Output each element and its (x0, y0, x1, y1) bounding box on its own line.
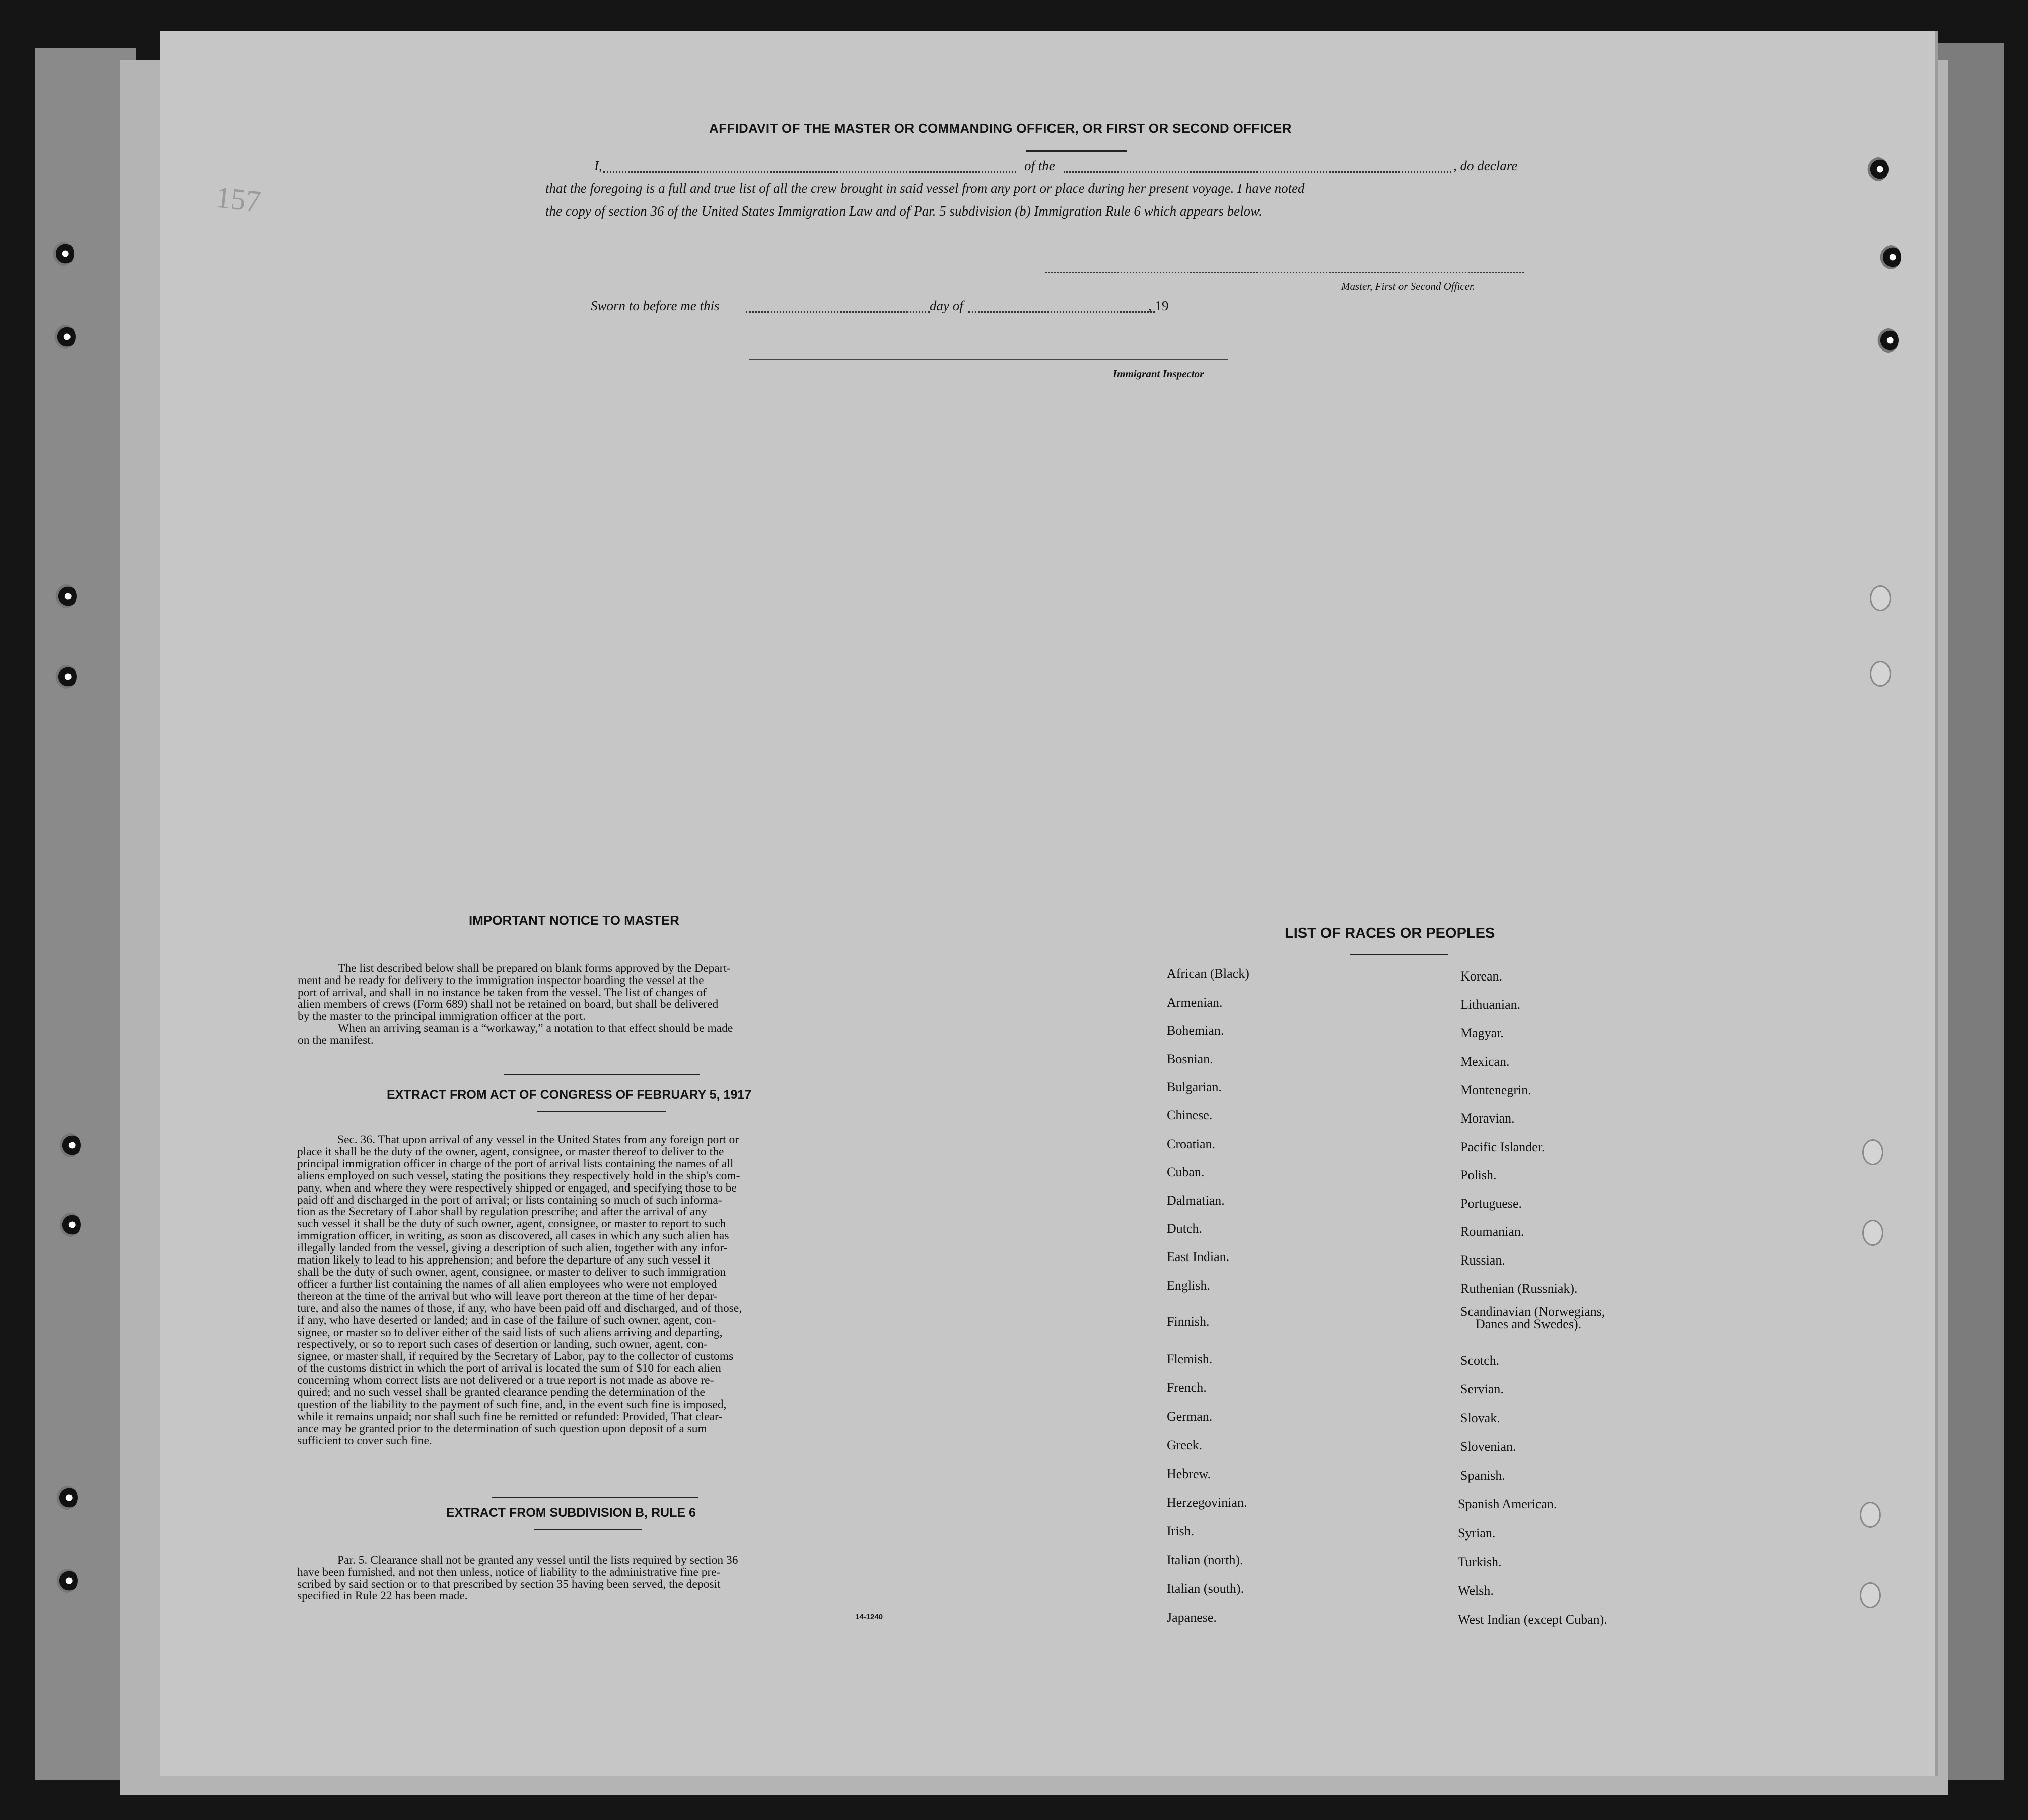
page-number: 157 (214, 180, 263, 219)
extract-rule-body: Par. 5. Clearance shall not be granted any vessel until the lists required by section 36 have been furnished, and not then unless, notice of liability to the administrative fine pre- scribed by said section or to that prescribed by section 35 having been served, the deposit specified in Rule 22 has been made. (297, 1554, 738, 1603)
race-item: Hebrew. (1167, 1466, 1211, 1481)
punch-ring-icon (1870, 661, 1891, 687)
punch-hole-icon (1867, 157, 1889, 181)
race-item: Lithuanian. (1460, 997, 1521, 1012)
sworn-label: Sworn to before me this (591, 298, 720, 313)
race-item: Slovenian. (1460, 1439, 1516, 1454)
race-item: Bulgarian. (1167, 1080, 1222, 1094)
punch-ring-icon (1860, 1582, 1881, 1608)
manifest-page (160, 31, 1938, 1776)
sworn-day-field[interactable] (746, 311, 930, 313)
extract-act-rule (537, 1111, 666, 1112)
race-item: Finnish. (1167, 1314, 1210, 1329)
race-item: Japanese. (1167, 1610, 1217, 1625)
affidavit-line-3: the copy of section 36 of the United States Immigration Law and of Par. 5 subdivision (b) Immigration Rule 6 which appears below. (545, 203, 1262, 219)
race-item: Spanish American. (1458, 1497, 1557, 1511)
race-item: Italian (north). (1167, 1553, 1243, 1567)
affidavit-line-2: that the foregoing is a full and true list of all the crew brought in said vessel from any port or place during her present voyage. I have noted (545, 181, 1305, 196)
form-number: 14-1240 (855, 1613, 883, 1621)
binder-hole-icon (56, 1569, 78, 1593)
race-item: Servian. (1460, 1382, 1504, 1396)
master-caption: Master, First or Second Officer. (1341, 280, 1475, 292)
race-item: Moravian. (1460, 1111, 1515, 1126)
race-item: Welsh. (1458, 1583, 1494, 1598)
affidavit-title: AFFIDAVIT OF THE MASTER OR COMMANDING OFFICER, OR FIRST OR SECOND OFFICER (709, 121, 1292, 136)
year-label: , 19 (1148, 298, 1169, 313)
race-item: Bosnian. (1167, 1052, 1213, 1066)
race-item: Syrian. (1458, 1526, 1496, 1541)
notice-paragraph-1: The list described below shall be prepared on blank forms approved by the Depart- ment and be ready for delivery to the immigration inspector boarding the vessel at the port of arrival, and shall in no instance be taken from the vessel. The list of changes of alien members of crews (Form 689) shall not be retained on board, but shall be delivered by the master to the principal immigration officer at the port. When an arriving seaman is a “workaway,” a notation to that effect should be made on the manifest. (298, 962, 733, 1047)
binder-hole-icon (56, 1486, 78, 1510)
punch-ring-icon (1860, 1502, 1881, 1528)
race-item: Bohemian. (1167, 1023, 1224, 1038)
race-item: Magyar. (1460, 1026, 1504, 1040)
race-item: Mexican. (1460, 1054, 1510, 1069)
affidavit-declare-label: , do declare (1453, 158, 1518, 173)
binder-hole-icon (59, 1133, 81, 1157)
binder-hole-icon (54, 325, 76, 349)
race-item: Danes and Swedes). (1476, 1317, 1582, 1332)
races-title-rule (1350, 954, 1448, 955)
punch-hole-icon (1877, 328, 1899, 353)
race-item: Ruthenian (Russniak). (1460, 1281, 1578, 1296)
extract-act-body: Sec. 36. That upon arrival of any vessel in the United States from any foreign port or place it shall be the duty of the owner, agent, consignee, or master thereof to deliver to the principal immigration officer in charge of the port of arrival lists containing the names of all aliens employed on such vessel, stating the positions they respectively hold in the ship's com- pany, when and where they were respectively shipped or engaged, and specifying those to be paid off and discharged in the port of arrival; or lists containing so much of such informa- tion as the Secretary of Labor shall by regulation prescribe; and after the arrival of any such vessel it shall be the duty of such owner, agent, consignee, or master to report to such immigration officer, in writing, as soon as discovered, all cases in which any such alien has illegally landed from the vessel, giving a description of such alien, together with any infor- mation likely to lead to his apprehension; and before the departure of any such vessel it shall be the duty of such owner, agent, consignee, or master to deliver to such immigration officer a further list containing the names of all alien employees who were not employed thereon at the time of the arrival but who will leave port thereon at the time of her depar- ture, and also the names of those, if any, who have been paid off and discharged, and of those, if any, who have deserted or landed; and in case of the failure of such owner, agent, con- signee, or master so to deliver either of the said lists of such aliens arriving and departing, respectively, or so to report such cases of desertion or landing, such owner, agent, con- signee, or master shall, if required by the Secretary of Labor, pay to the collector of customs of the customs district in which the port of arrival is located the sum of $10 for each alien concerning whom correct lists are not delivered or a true report is not made as above re- quired; and no such vessel shall be granted clearance pending the determination of the question of the liability to the payment of such fine, and, in the event such fine is imposed, while it remains unpaid; nor shall such fine be remitted or refunded: Provided, That clear- ance may be granted prior to the determination of such question upon deposit of a sum sufficient to cover such fine. (297, 1133, 742, 1447)
race-item: Spanish. (1460, 1468, 1505, 1483)
affidavit-title-rule (1026, 150, 1127, 152)
notice-divider (504, 1074, 700, 1075)
affidavit-i-label: I, (594, 158, 602, 173)
master-signature-field[interactable] (1045, 272, 1524, 273)
punch-ring-icon (1862, 1139, 1883, 1165)
race-item: East Indian. (1167, 1249, 1230, 1264)
extract-rule-title: EXTRACT FROM SUBDIVISION B, RULE 6 (446, 1506, 696, 1520)
day-of-label: day of (930, 298, 963, 313)
punch-ring-icon (1870, 585, 1891, 611)
extract-act-title: EXTRACT FROM ACT OF CONGRESS OF FEBRUARY 5, 1917 (387, 1088, 752, 1102)
race-item: Cuban. (1167, 1165, 1205, 1179)
race-item: Armenian. (1167, 995, 1223, 1010)
punch-ring-icon (1862, 1220, 1883, 1246)
race-item: Roumanian. (1460, 1224, 1524, 1239)
race-item: Herzegovinian. (1167, 1495, 1247, 1510)
race-item: Irish. (1167, 1524, 1195, 1538)
race-item: Slovak. (1460, 1411, 1500, 1425)
race-item: African (Black) (1167, 966, 1249, 981)
notice-title: IMPORTANT NOTICE TO MASTER (469, 913, 679, 928)
race-item: Turkish. (1458, 1555, 1502, 1569)
race-item: Portuguese. (1460, 1196, 1522, 1211)
race-item: Flemish. (1167, 1352, 1213, 1366)
race-item: Italian (south). (1167, 1581, 1244, 1596)
affidavit-name-field[interactable] (603, 171, 1016, 173)
races-title: LIST OF RACES OR PEOPLES (1285, 925, 1495, 941)
race-item: English. (1167, 1278, 1210, 1293)
race-item: Russian. (1460, 1253, 1505, 1268)
affidavit-of-the-label: of the (1024, 158, 1055, 173)
race-item: Chinese. (1167, 1108, 1213, 1123)
race-item: Dalmatian. (1167, 1193, 1225, 1208)
race-item: Montenegrin. (1460, 1083, 1531, 1097)
race-item: West Indian (except Cuban). (1458, 1612, 1607, 1627)
binder-hole-icon (55, 584, 77, 608)
binder-hole-icon (55, 665, 77, 689)
punch-hole-icon (1880, 245, 1901, 269)
race-item: German. (1167, 1409, 1213, 1424)
inspector-caption: Immigrant Inspector (1113, 368, 1204, 380)
affidavit-vessel-field[interactable] (1064, 171, 1451, 173)
extract-rule-rule (534, 1529, 642, 1530)
binder-hole-icon (59, 1213, 81, 1237)
race-item: Korean. (1460, 969, 1503, 984)
sworn-month-field[interactable] (968, 311, 1155, 313)
race-item: Croatian. (1167, 1137, 1216, 1151)
race-item: Dutch. (1167, 1221, 1203, 1236)
race-item: Greek. (1167, 1438, 1203, 1452)
inspector-signature-line[interactable] (749, 359, 1228, 360)
binder-hole-icon (53, 242, 74, 266)
race-item: Scandinavian (Norwegians, (1460, 1304, 1605, 1319)
race-item: French. (1167, 1380, 1207, 1395)
extract-act-end-rule (492, 1497, 698, 1498)
race-item: Pacific Islander. (1460, 1140, 1545, 1154)
race-item: Polish. (1460, 1168, 1497, 1182)
race-item: Scotch. (1460, 1353, 1500, 1368)
